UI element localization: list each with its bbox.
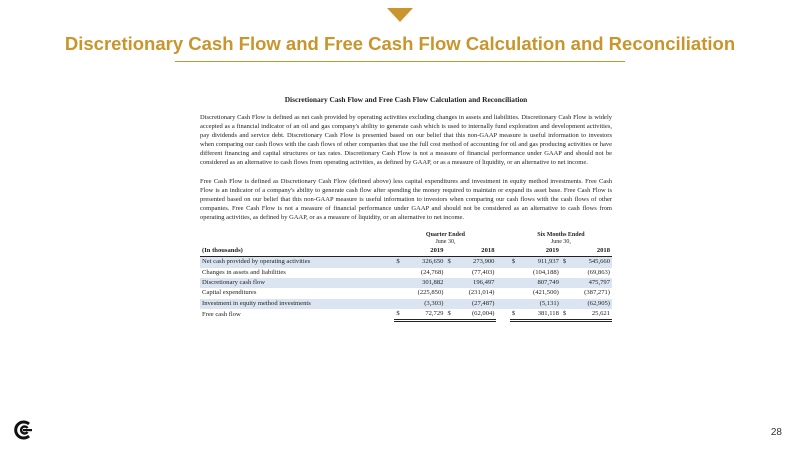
table-row bbox=[200, 268, 612, 278]
table-row bbox=[200, 288, 612, 298]
company-logo-icon bbox=[14, 420, 34, 440]
table-row bbox=[200, 299, 612, 309]
currency-symbol bbox=[510, 278, 522, 288]
table-row-total bbox=[200, 309, 612, 321]
currency-symbol: $ bbox=[445, 309, 457, 321]
table-cell: 273,900 bbox=[457, 257, 496, 268]
year-header: 2018 bbox=[445, 246, 496, 257]
reconciliation-table bbox=[200, 231, 612, 322]
currency-symbol bbox=[445, 288, 457, 298]
table-cell: 807,749 bbox=[522, 278, 561, 288]
currency-symbol: $ bbox=[394, 309, 406, 321]
table-cell: (77,403) bbox=[471, 268, 495, 276]
currency-symbol bbox=[394, 288, 406, 298]
table-cell: 911,937 bbox=[522, 257, 561, 268]
units-label: (In thousands) bbox=[200, 246, 394, 257]
page-number: 28 bbox=[770, 427, 782, 438]
title-divider bbox=[175, 61, 625, 62]
table-cell: (104,188) bbox=[533, 268, 559, 276]
currency-symbol bbox=[561, 288, 573, 298]
currency-symbol: $ bbox=[445, 257, 457, 268]
table-cell: (27,487) bbox=[457, 299, 496, 309]
table-row bbox=[200, 257, 612, 268]
currency-symbol bbox=[510, 288, 522, 298]
paragraph-discretionary-cash-flow: Discretionary Cash Flow is defined as net cash provided by operating activities excluding changes in assets and liabilities. Discretionary Cash Flow is widely accepted as a financial indicator of an oil and gas company's ability to generate cash which is used to internally fund exploration and development activities, pay dividends and service debt. Discretionary Cash Flow is presented based on our belief that this non-GAAP measure is useful information to investors when comparing our cash flows with the cash flows of other companies that use the full cost method of accounting for oil and gas producing activities or have different financing and capital structures or tax rates. Discretionary Cash Flow is not a measure of financial performance under GAAP and should not be considered as an alternative to cash flows from operating activities, as defined by GAAP, or as a measure of liquidity, or an alternative to net income. bbox=[200, 114, 612, 167]
table-cell: 381,118 bbox=[522, 309, 561, 321]
document-body bbox=[200, 95, 612, 322]
table-cell: (69,863) bbox=[587, 268, 610, 276]
table-cell: (421,500) bbox=[533, 289, 559, 297]
currency-symbol: $ bbox=[561, 309, 573, 321]
table-group-header bbox=[200, 231, 612, 246]
currency-symbol bbox=[394, 268, 406, 278]
currency-symbol: $ bbox=[510, 257, 522, 268]
currency-symbol: $ bbox=[561, 257, 573, 268]
row-label: Capital expenditures bbox=[202, 289, 257, 297]
slide-title: Discretionary Cash Flow and Free Cash Flow Calculation and Reconciliation bbox=[64, 33, 736, 54]
group-header-quarter bbox=[394, 231, 496, 246]
row-label: Changes in assets and liabilities bbox=[202, 268, 286, 276]
table-cell: 326,650 bbox=[406, 257, 445, 268]
currency-symbol bbox=[510, 268, 522, 278]
currency-symbol: $ bbox=[394, 257, 406, 268]
table-cell: (24,768) bbox=[420, 268, 444, 276]
table-cell: (225,850) bbox=[417, 289, 444, 297]
table-cell: 196,497 bbox=[457, 278, 496, 288]
year-header: 2019 bbox=[394, 246, 445, 257]
currency-symbol bbox=[445, 278, 457, 288]
table-cell: 301,882 bbox=[406, 278, 445, 288]
year-header: 2018 bbox=[561, 246, 612, 257]
table-cell: (231,014) bbox=[468, 289, 495, 297]
row-label: Free cash flow bbox=[202, 310, 241, 318]
currency-symbol bbox=[445, 299, 457, 309]
paragraph-free-cash-flow: Free Cash Flow is defined as Discretionary Cash Flow (defined above) less capital expenditures and investment in equity method investments. Free Cash Flow is an indicator of a company's ability to generate cash flow after spending the money required to maintain or expand its asset base. Free Cash Flow is presented based on our belief that this non-GAAP measure is useful information to investors when comparing our cash flows with the cash flows of other companies. Free Cash Flow is not a measure of financial performance under GAAP and should not be considered as an alternative to cash flows from operating activities, as defined by GAAP, or as a measure of liquidity, or an alternative to net income. bbox=[200, 177, 612, 221]
group-header-quarter-label: Quarter Ended bbox=[425, 232, 465, 239]
currency-symbol bbox=[561, 268, 573, 278]
table-cell: (3,303) bbox=[406, 299, 445, 309]
table-cell: 545,660 bbox=[573, 257, 612, 268]
row-label: Investment in equity method investments bbox=[200, 299, 394, 309]
currency-symbol: $ bbox=[510, 309, 522, 321]
document-heading: Discretionary Cash Flow and Free Cash Flow Calculation and Reconciliation bbox=[284, 95, 528, 104]
table-column-header bbox=[200, 246, 612, 257]
group-header-six-months bbox=[510, 231, 612, 246]
currency-symbol bbox=[394, 299, 406, 309]
currency-symbol bbox=[394, 278, 406, 288]
table-cell: (62,004) bbox=[457, 309, 496, 321]
group-header-six-months-label: Six Months Ended bbox=[537, 232, 585, 239]
table-cell: (5,131) bbox=[522, 299, 561, 309]
currency-symbol bbox=[510, 299, 522, 309]
triangle-marker-icon bbox=[387, 8, 413, 22]
table-cell: (387,271) bbox=[584, 289, 610, 297]
row-label: Net cash provided by operating activities bbox=[200, 257, 394, 268]
currency-symbol bbox=[445, 268, 457, 278]
group-header-quarter-date: June 30, bbox=[435, 239, 456, 246]
currency-symbol bbox=[561, 299, 573, 309]
row-label: Discretionary cash flow bbox=[200, 278, 394, 288]
table-cell: 25,621 bbox=[573, 309, 612, 321]
group-header-six-months-date: June 30, bbox=[550, 239, 571, 246]
table-row bbox=[200, 278, 612, 288]
currency-symbol bbox=[561, 278, 573, 288]
table-cell: 475,797 bbox=[573, 278, 612, 288]
table-cell: (62,905) bbox=[573, 299, 612, 309]
year-header: 2019 bbox=[510, 246, 561, 257]
table-cell: 72,729 bbox=[406, 309, 445, 321]
